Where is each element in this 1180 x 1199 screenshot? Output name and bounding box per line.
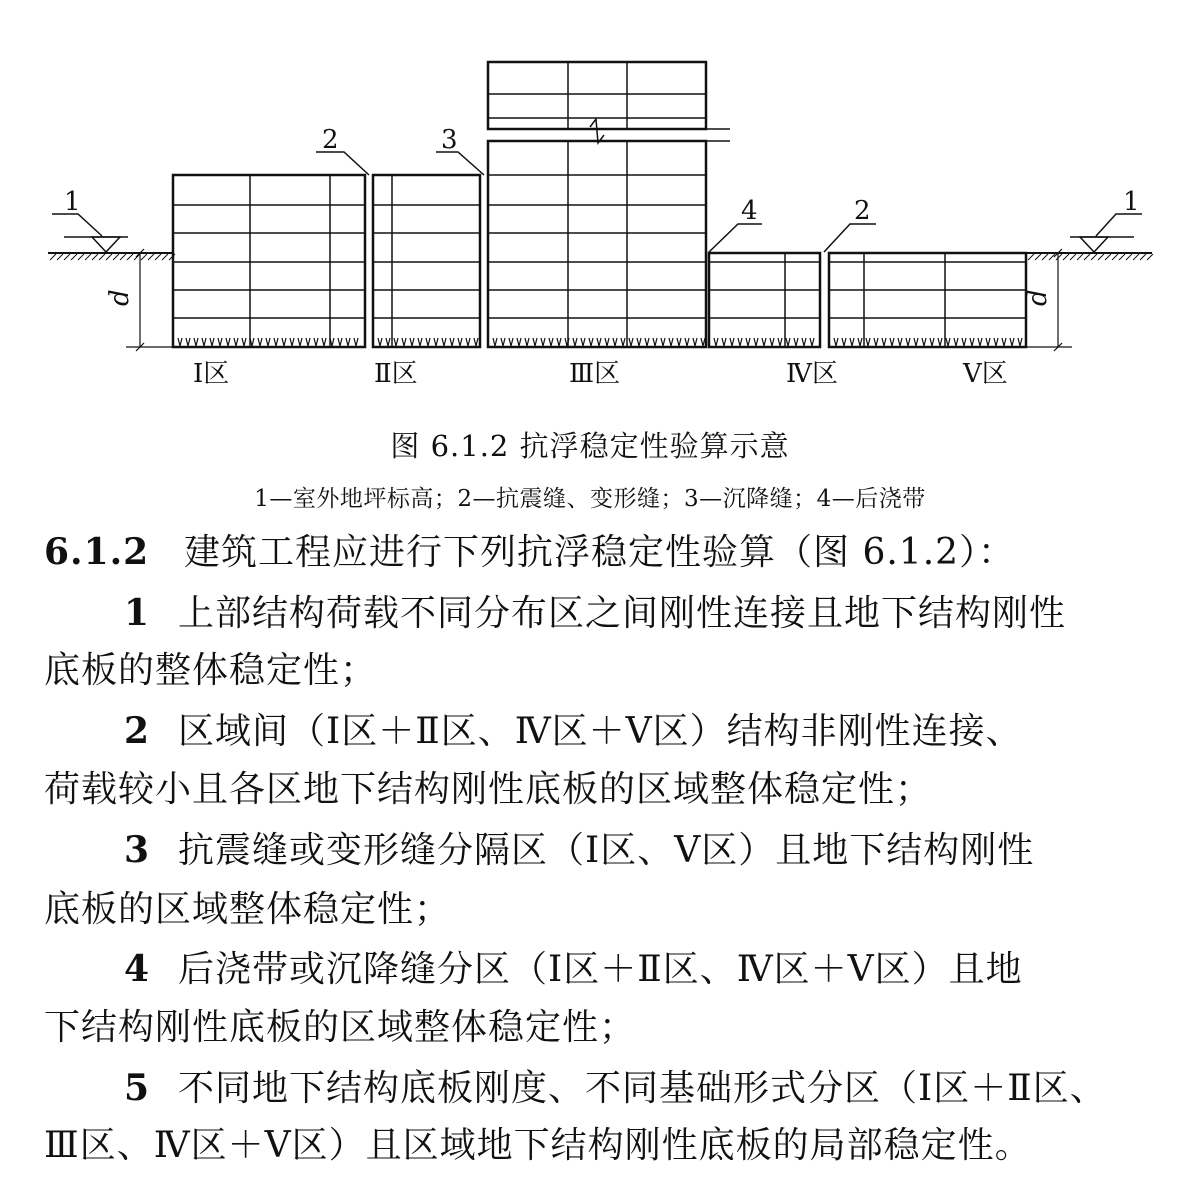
ground-hatch-mark — [155, 254, 161, 260]
list-item-2-line-1 — [124, 709, 1023, 754]
base-slab-tooth — [874, 338, 878, 346]
base-slab-tooth — [290, 338, 294, 346]
list-item-number: 2 — [124, 710, 151, 752]
base-slab-tooth — [402, 338, 406, 346]
ground-hatch-mark — [1119, 254, 1125, 260]
list-item-2-line-2: 荷载较小且各区地下结构刚性底板的区域整体稳定性； — [44, 769, 933, 810]
base-slab-tooth — [1002, 338, 1006, 346]
base-slab-tooth — [842, 338, 846, 346]
base-slab-tooth — [914, 338, 918, 346]
list-item-text: 区域间（Ⅰ区＋Ⅱ区、Ⅳ区＋Ⅴ区）结构非刚性连接、 — [178, 711, 1023, 752]
base-slab-tooth — [234, 338, 238, 346]
base-slab-tooth — [186, 338, 190, 346]
base-slab-tooth — [866, 338, 870, 346]
building-zone-1 — [173, 175, 365, 347]
list-item-4-line-2: 下结构刚性底板的区域整体稳定性； — [44, 1007, 637, 1048]
base-slab-tooth — [517, 338, 521, 346]
ground-hatch-mark — [1112, 254, 1118, 260]
base-slab-tooth — [621, 338, 625, 346]
ground-hatch-mark — [1084, 254, 1090, 260]
base-slab-tooth — [730, 338, 734, 346]
list-item-5-line-2: Ⅲ区、Ⅳ区＋Ⅴ区）且区域地下结构刚性底板的局部稳定性。 — [44, 1125, 1032, 1166]
base-slab-tooth — [525, 338, 529, 346]
zone-label-3: Ⅲ区 — [569, 359, 621, 389]
clause-number: 6.1.2 — [44, 531, 150, 573]
base-slab-tooth — [850, 338, 854, 346]
list-item-number: 1 — [124, 592, 151, 634]
list-item-text: 上部结构荷载不同分布区之间刚性连接且地下结构刚性 — [178, 593, 1067, 634]
base-slab-tooth — [410, 338, 414, 346]
base-slab-tooth — [274, 338, 278, 346]
list-item-text: 后浇带或沉降缝分区（Ⅰ区＋Ⅱ区、Ⅳ区＋Ⅴ区）且地 — [178, 949, 1023, 990]
callout-1-right: 1 — [1123, 187, 1140, 217]
list-item-number: 4 — [124, 948, 151, 990]
anti-floating-diagram — [0, 0, 1180, 410]
ground-hatch-mark — [113, 254, 119, 260]
base-slab-tooth — [778, 338, 782, 346]
ground-hatch-mark — [1126, 254, 1132, 260]
clause-heading — [44, 530, 1015, 575]
base-slab-tooth — [226, 338, 230, 346]
ground-elevation-marker-right — [1070, 214, 1142, 252]
zone-label-5: Ⅴ区 — [963, 359, 1008, 389]
ground-hatch-mark — [141, 254, 147, 260]
ground-hatch-mark — [1070, 254, 1076, 260]
base-slab-tooth — [266, 338, 270, 346]
base-slab-tooth — [637, 338, 641, 346]
base-slab-tooth — [938, 338, 942, 346]
ground-hatch-mark — [1140, 254, 1146, 260]
base-slab-tooth — [834, 338, 838, 346]
base-slab-tooth — [378, 338, 382, 346]
base-slab-tooth — [669, 338, 673, 346]
figure-legend: 1—室外地坪标高；2—抗震缝、变形缝；3—沉降缝；4—后浇带 — [254, 486, 926, 512]
base-slab-tooth — [306, 338, 310, 346]
callout-1-left: 1 — [64, 187, 81, 217]
ground-hatch-mark — [78, 254, 84, 260]
base-slab-tooth — [962, 338, 966, 346]
callout-2-left: 2 — [322, 125, 339, 155]
base-slab-tooth — [810, 338, 814, 346]
base-slab-tooth — [890, 338, 894, 346]
base-slab-tooth — [738, 338, 742, 346]
base-slab-tooth — [858, 338, 862, 346]
list-item-4-line-1 — [124, 947, 1023, 992]
base-slab-tooth — [605, 338, 609, 346]
ground-hatch-mark — [1035, 254, 1041, 260]
base-slab-tooth — [282, 338, 286, 346]
base-slab-tooth — [194, 338, 198, 346]
ground-hatch-mark — [1098, 254, 1104, 260]
list-item-5-line-1 — [124, 1066, 1107, 1111]
base-slab-tooth — [1018, 338, 1022, 346]
list-item-number: 5 — [124, 1067, 151, 1109]
leader-joint-2-right — [824, 224, 876, 252]
ground-hatch-mark — [1077, 254, 1083, 260]
base-slab-tooth — [770, 338, 774, 346]
base-slab-tooth — [242, 338, 246, 346]
ground-hatch-mark — [92, 254, 98, 260]
base-slab-tooth — [346, 338, 350, 346]
base-slab-tooth — [218, 338, 222, 346]
base-slab-tooth — [693, 338, 697, 346]
zone-label-4: Ⅳ区 — [786, 359, 838, 389]
base-slab-tooth — [946, 338, 950, 346]
base-slab-tooth — [450, 338, 454, 346]
depth-symbol-left: d — [105, 289, 135, 306]
zone-label-2: Ⅱ区 — [374, 359, 418, 389]
ground-hatch-mark — [1091, 254, 1097, 260]
base-slab-tooth — [882, 338, 886, 346]
building-zone-4 — [709, 253, 820, 347]
base-slab-tooth — [645, 338, 649, 346]
base-slab-tooth — [746, 338, 750, 346]
base-slab-tooth — [434, 338, 438, 346]
base-slab-tooth — [629, 338, 633, 346]
base-slab-tooth — [581, 338, 585, 346]
callout-3: 3 — [441, 125, 458, 155]
list-item-3-line-2: 底板的区域整体稳定性； — [44, 889, 452, 930]
base-slab-tooth — [1010, 338, 1014, 346]
base-slab-tooth — [501, 338, 505, 346]
ground-hatch-mark — [85, 254, 91, 260]
base-slab-tooth — [298, 338, 302, 346]
ground-hatch-mark — [64, 254, 70, 260]
list-item-1-line-1 — [124, 591, 1066, 636]
clause-text: 建筑工程应进行下列抗浮稳定性验算（图 6.1.2）： — [184, 532, 1016, 573]
base-slab-tooth — [597, 338, 601, 346]
list-item-number: 3 — [124, 829, 151, 871]
ground-hatch-mark — [1147, 254, 1153, 260]
base-slab-tooth — [701, 338, 705, 346]
callout-2-right: 2 — [854, 196, 871, 226]
base-slab-tooth — [442, 338, 446, 346]
base-slab-tooth — [426, 338, 430, 346]
base-slab-tooth — [557, 338, 561, 346]
base-slab-tooth — [722, 338, 726, 346]
leader-pour-strip-4 — [709, 224, 762, 252]
ground-hatch-mark — [99, 254, 105, 260]
base-slab-tooth — [178, 338, 182, 346]
base-slab-tooth — [906, 338, 910, 346]
building-zone-2 — [373, 175, 480, 347]
base-slab-tooth — [549, 338, 553, 346]
ground-hatch-mark — [1028, 254, 1034, 260]
ground-hatch-mark — [1063, 254, 1069, 260]
base-slab-tooth — [354, 338, 358, 346]
base-slab-tooth — [394, 338, 398, 346]
depth-symbol-right: d — [1023, 289, 1053, 306]
list-item-1-line-2: 底板的整体稳定性； — [44, 650, 378, 691]
base-slab-tooth — [466, 338, 470, 346]
base-slab-tooth — [210, 338, 214, 346]
building-zone-5 — [829, 253, 1026, 347]
building-zone-3 — [488, 62, 730, 347]
ground-elevation-marker-left — [52, 214, 128, 252]
base-slab-tooth — [930, 338, 934, 346]
base-slab-tooth — [653, 338, 657, 346]
base-slab-tooth — [202, 338, 206, 346]
list-item-text: 不同地下结构底板刚度、不同基础形式分区（Ⅰ区＋Ⅱ区、 — [178, 1068, 1107, 1109]
base-slab-tooth — [786, 338, 790, 346]
ground-hatch-mark — [57, 254, 63, 260]
leader-settlement-3 — [436, 152, 484, 175]
base-slab-tooth — [314, 338, 318, 346]
base-slab-tooth — [474, 338, 478, 346]
base-slab-tooth — [714, 338, 718, 346]
ground-hatch-mark — [1042, 254, 1048, 260]
ground-hatch-mark — [162, 254, 168, 260]
base-slab-tooth — [970, 338, 974, 346]
base-slab-tooth — [258, 338, 262, 346]
callout-4: 4 — [741, 196, 758, 226]
list-item-text: 抗震缝或变形缝分隔区（Ⅰ区、Ⅴ区）且地下结构刚性 — [178, 830, 1035, 871]
base-slab-tooth — [762, 338, 766, 346]
base-slab-tooth — [661, 338, 665, 346]
base-slab-tooth — [754, 338, 758, 346]
base-slab-tooth — [322, 338, 326, 346]
base-slab-tooth — [994, 338, 998, 346]
base-slab-tooth — [677, 338, 681, 346]
base-slab-tooth — [613, 338, 617, 346]
base-slab-tooth — [533, 338, 537, 346]
base-slab-tooth — [685, 338, 689, 346]
base-slab-tooth — [573, 338, 577, 346]
ground-hatch-mark — [71, 254, 77, 260]
base-slab-tooth — [386, 338, 390, 346]
base-slab-tooth — [338, 338, 342, 346]
base-slab-tooth — [589, 338, 593, 346]
base-slab-tooth — [418, 338, 422, 346]
base-slab-tooth — [458, 338, 462, 346]
ground-hatch-mark — [120, 254, 126, 260]
base-slab-tooth — [922, 338, 926, 346]
figure-caption: 图 6.1.2 抗浮稳定性验算示意 — [390, 429, 790, 463]
base-slab-tooth — [978, 338, 982, 346]
base-slab-tooth — [898, 338, 902, 346]
ground-hatch-mark — [148, 254, 154, 260]
ground-hatch-mark — [1105, 254, 1111, 260]
ground-hatch-mark — [1133, 254, 1139, 260]
base-slab-tooth — [986, 338, 990, 346]
base-slab-tooth — [802, 338, 806, 346]
base-slab-tooth — [541, 338, 545, 346]
leader-joint-2-left — [316, 152, 369, 175]
zone-label-1: Ⅰ区 — [193, 359, 230, 389]
ground-hatch-mark — [50, 254, 56, 260]
list-item-3-line-1 — [124, 828, 1034, 873]
base-slab-tooth — [493, 338, 497, 346]
ground-hatch-mark — [106, 254, 112, 260]
ground-hatch-mark — [134, 254, 140, 260]
base-slab-tooth — [509, 338, 513, 346]
ground-hatch-mark — [127, 254, 133, 260]
base-slab-tooth — [954, 338, 958, 346]
base-slab-tooth — [794, 338, 798, 346]
